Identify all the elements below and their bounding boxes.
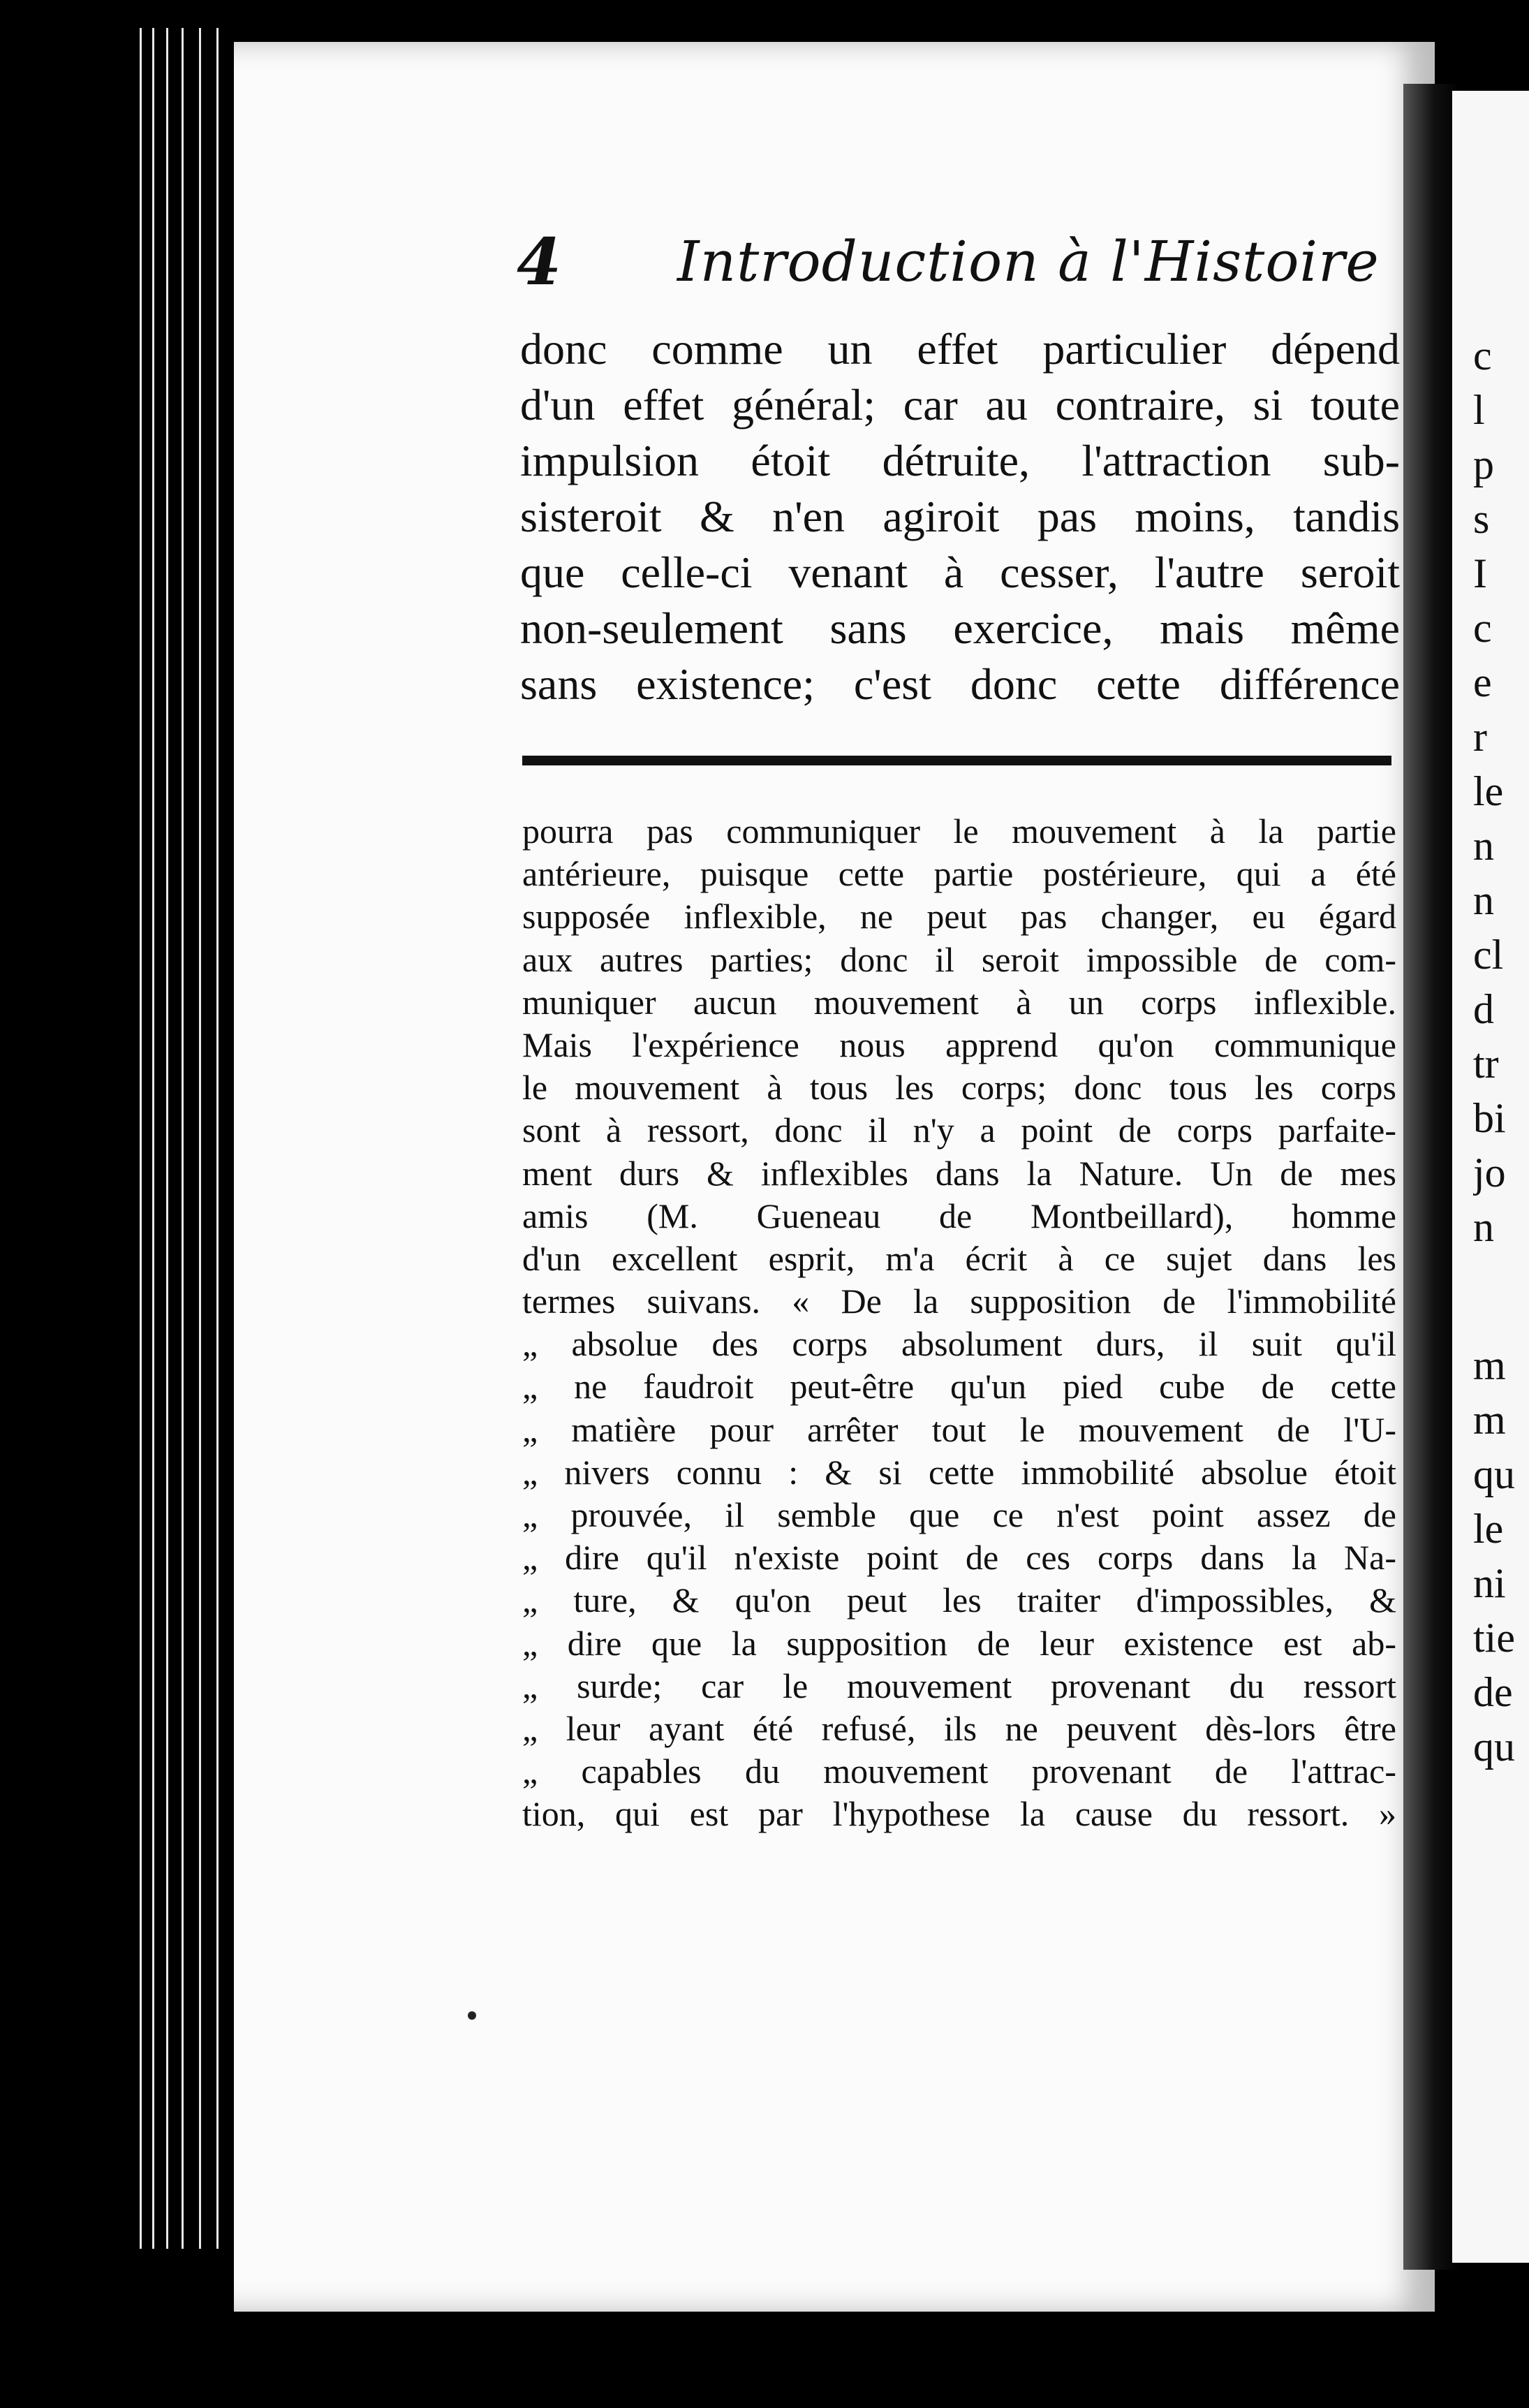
- facing-page-fragment: le: [1473, 768, 1504, 814]
- main-text-line: que celle-ci venant à cesser, l'autre seroit: [520, 548, 1400, 597]
- footnote-line: „ surde; car le mouvement provenant du ressort: [522, 1666, 1396, 1705]
- page-header: [517, 223, 1424, 300]
- footnote-line: termes suivans. « De la supposition de l'immobilité: [522, 1282, 1396, 1321]
- facing-page-fragment: e: [1473, 659, 1492, 705]
- footnote-rule: [522, 756, 1391, 765]
- facing-page-fragment: c: [1473, 605, 1492, 651]
- facing-page-fragment: c: [1473, 332, 1492, 379]
- footnote-line: „ ne faudroit peut-être qu'un pied cube de cette: [522, 1367, 1396, 1407]
- facing-page-fragment: n: [1473, 823, 1494, 869]
- stacked-page-edges: [140, 28, 237, 2249]
- facing-page-fragment: qu: [1473, 1451, 1515, 1497]
- main-text-line: donc comme un effet particulier dépend: [520, 324, 1400, 374]
- facing-page-fragment: I: [1473, 550, 1487, 596]
- footnote-line: „ nivers connu : & si cette immobilité absolue étoit: [522, 1452, 1396, 1492]
- facing-page-fragment: p: [1473, 441, 1494, 487]
- main-text-line: impulsion étoit détruite, l'attraction sub-: [520, 436, 1400, 485]
- footnote-line: „ matière pour arrêter tout le mouvement de l'U-: [522, 1409, 1396, 1449]
- facing-page-fragment: d: [1473, 986, 1494, 1032]
- facing-page-fragment: m: [1473, 1342, 1506, 1388]
- footnote-line: d'un excellent esprit, m'a écrit à ce sujet dans les: [522, 1238, 1396, 1278]
- main-text-line: sans existence; c'est donc cette différence: [520, 659, 1400, 709]
- facing-page-fragment: n: [1473, 1204, 1494, 1250]
- footnote-line: „ ture, & qu'on peut les traiter d'impossibles, &: [522, 1580, 1396, 1620]
- facing-page-fragment: cl: [1473, 932, 1504, 978]
- facing-page-fragment: le: [1473, 1506, 1504, 1552]
- facing-page-fragment: ni: [1473, 1560, 1506, 1606]
- footnote-line: amis (M. Gueneau de Montbeillard), homme: [522, 1196, 1396, 1235]
- footnote-line: Mais l'expérience nous apprend qu'on communique: [522, 1025, 1396, 1064]
- facing-page-fragment: s: [1473, 496, 1490, 542]
- main-text-line: sisteroit & n'en agiroit pas moins, tandis: [520, 492, 1400, 541]
- main-text-block: [520, 321, 1400, 712]
- facing-page-fragment: m: [1473, 1397, 1506, 1443]
- facing-page-fragment: tr: [1473, 1041, 1499, 1087]
- facing-page-fragment: r: [1473, 714, 1487, 760]
- book-gutter: [1403, 84, 1459, 2270]
- facing-page-fragment: qu: [1473, 1724, 1515, 1770]
- facing-page-fragment: l: [1473, 387, 1485, 433]
- footnote-line: tion, qui est par l'hypothese la cause du ressort. »: [522, 1794, 1396, 1834]
- facing-page-fragment: bi: [1473, 1095, 1506, 1141]
- page-number: 4: [517, 224, 562, 300]
- paper-speck: [468, 2011, 476, 2020]
- facing-page-fragment: tie: [1473, 1615, 1515, 1661]
- footnote-line: supposée inflexible, ne peut pas changer, eu égard: [522, 897, 1396, 937]
- footnote-line: aux autres parties; donc il seroit impossible de com-: [522, 939, 1396, 979]
- scan-border: [0, 2312, 1529, 2408]
- main-text-line: d'un effet général; car au contraire, si toute: [520, 380, 1400, 430]
- footnote-block: [522, 810, 1396, 1836]
- facing-page-fragment: n: [1473, 877, 1494, 923]
- footnote-line: pourra pas communiquer le mouvement à la partie: [522, 812, 1396, 851]
- footnote-line: „ capables du mouvement provenant de l'attrac-: [522, 1752, 1396, 1791]
- footnote-line: antérieure, puisque cette partie postérieure, qui a été: [522, 854, 1396, 894]
- footnote-line: sont à ressort, donc il n'y a point de corps parfaite-: [522, 1110, 1396, 1150]
- footnote-line: „ prouvée, il semble que ce n'est point assez de: [522, 1495, 1396, 1534]
- footnote-line: „ leur ayant été refusé, ils ne peuvent dès-lors être: [522, 1708, 1396, 1748]
- footnote-line: muniquer aucun mouvement à un corps inflexible.: [522, 982, 1396, 1022]
- facing-page-fragment: jo: [1473, 1150, 1506, 1196]
- facing-page-fragments: [1473, 328, 1529, 1774]
- facing-page-fragment: de: [1473, 1669, 1513, 1715]
- footnote-line: le mouvement à tous les corps; donc tous les corps: [522, 1068, 1396, 1108]
- main-text-line: non-seulement sans exercice, mais même: [520, 603, 1400, 653]
- footnote-line: „ absolue des corps absolument durs, il suit qu'il: [522, 1324, 1396, 1364]
- footnote-line: „ dire que la supposition de leur existence est ab-: [522, 1623, 1396, 1663]
- footnote-line: ment durs & inflexibles dans la Nature. Un de mes: [522, 1153, 1396, 1193]
- running-title: Introduction à l'Histoire: [677, 229, 1380, 294]
- footnote-line: „ dire qu'il n'existe point de ces corps dans la Na-: [522, 1538, 1396, 1578]
